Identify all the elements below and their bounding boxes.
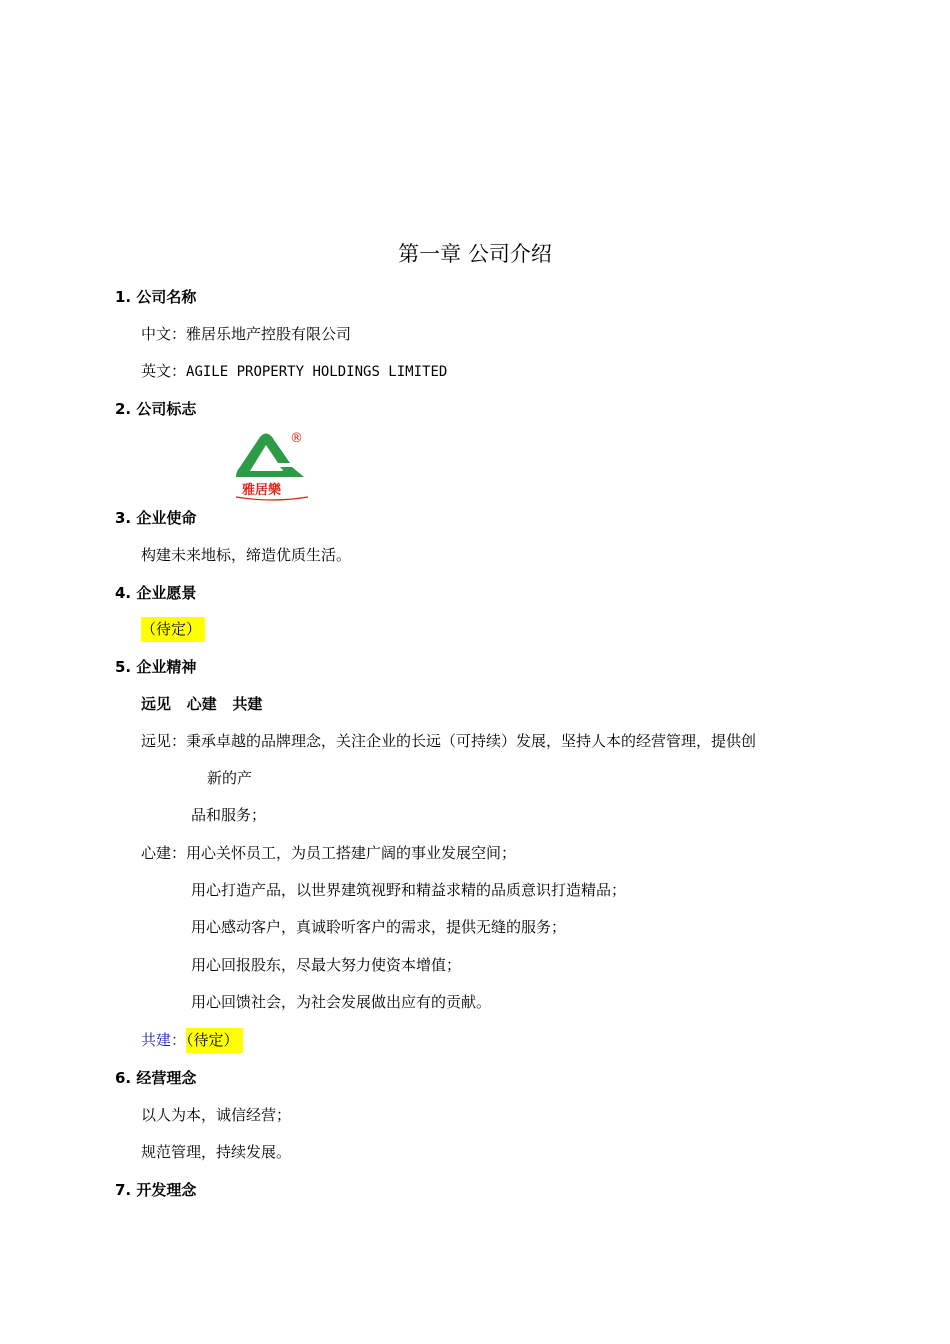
spirit-slogan: 远见 心建 共建	[141, 695, 263, 713]
logo-registered: ®	[290, 431, 303, 446]
vision-line-3: 品和服务；	[191, 806, 267, 824]
section-5-heading: 5. 企业精神	[115, 658, 197, 676]
section-7-heading: 7. 开发理念	[115, 1181, 197, 1199]
mission-text: 构建未来地标，缔造优质生活。	[141, 546, 352, 564]
cn-value: 雅居乐地产控股有限公司	[186, 325, 352, 343]
vision-line-2: 新的产	[207, 769, 253, 787]
vision-tbd-highlight: （待定）	[141, 617, 205, 642]
en-value: AGILE PROPERTY HOLDINGS LIMITED	[186, 364, 448, 380]
logo-text: 雅居樂	[242, 483, 282, 498]
heart-line-1: 心建：用心关怀员工，为员工搭建广阔的事业发展空间；	[141, 844, 517, 862]
heart-line-2: 用心打造产品，以世界建筑视野和精益求精的品质意识打造精品；	[191, 881, 627, 899]
vision-line-1: 远见：秉承卓越的品牌理念，关注企业的长远（可持续）发展，坚持人本的经营管理，提供创	[141, 732, 757, 750]
vision-tbd	[141, 618, 205, 639]
section-3-heading: 3. 企业使命	[115, 509, 197, 527]
section-1-heading: 1. 公司名称	[115, 288, 197, 306]
company-logo	[232, 427, 312, 501]
philosophy-line-1: 以人为本，诚信经营；	[141, 1106, 292, 1124]
chapter-title: 第一章 公司介绍	[398, 242, 552, 266]
section-2-heading: 2. 公司标志	[115, 400, 197, 418]
heart-line-5: 用心回馈社会，为社会发展做出应有的贡献。	[191, 993, 492, 1011]
cobuild-label: 共建：	[141, 1031, 187, 1049]
cobuild-tbd-highlight: （待定）	[186, 1028, 243, 1053]
section-4-heading: 4. 企业愿景	[115, 584, 197, 602]
en-label: 英文：	[141, 362, 187, 380]
philosophy-line-2: 规范管理，持续发展。	[141, 1143, 292, 1161]
cn-label: 中文：	[141, 325, 187, 343]
section-6-heading: 6. 经营理念	[115, 1069, 197, 1087]
cobuild-line	[141, 1029, 243, 1050]
company-name-cn	[141, 323, 351, 344]
company-name-en	[141, 360, 447, 381]
heart-line-3: 用心感动客户，真诚聆听客户的需求，提供无缝的服务；	[191, 918, 567, 936]
heart-line-4: 用心回报股东，尽最大努力使资本增值；	[191, 956, 462, 974]
logo-mark-icon	[232, 427, 312, 501]
